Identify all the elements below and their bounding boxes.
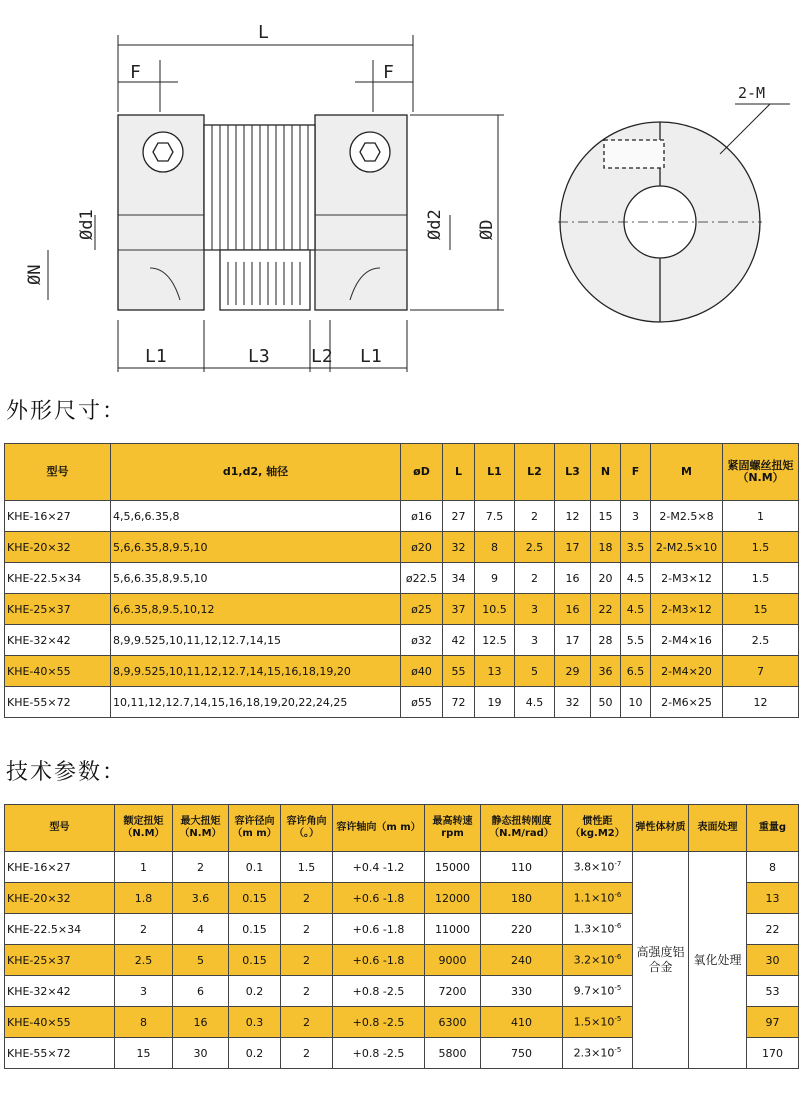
cell-model: KHE-20×32 — [5, 883, 115, 914]
dim-label-l: L — [258, 22, 269, 43]
header-n: N — [591, 444, 621, 501]
cell-model: KHE-55×72 — [5, 1038, 115, 1069]
tech-header-axial: 容许轴向（m m） — [333, 805, 425, 852]
coupling-technical-drawing — [0, 0, 800, 380]
cell-radial: 0.2 — [229, 976, 281, 1007]
cell-radial: 0.2 — [229, 1038, 281, 1069]
tech-header-angular: 容许角向（。） — [281, 805, 333, 852]
cell-angular: 2 — [281, 914, 333, 945]
dim-label-f-left: F — [130, 62, 141, 83]
cell-l2: 2 — [515, 563, 555, 594]
cell-f: 4.5 — [621, 563, 651, 594]
cell-l1: 13 — [475, 656, 515, 687]
dimensions-header-row — [5, 444, 799, 501]
cell-weight: 53 — [747, 976, 799, 1007]
cell-max: 2 — [173, 852, 229, 883]
dim-label-f-right: F — [383, 62, 394, 83]
cell-axial: +0.8 -2.5 — [333, 976, 425, 1007]
cell-n: 22 — [591, 594, 621, 625]
cell-stiffness: 750 — [481, 1038, 563, 1069]
cell-rated: 3 — [115, 976, 173, 1007]
cell-l1: 7.5 — [475, 501, 515, 532]
cell-screw-torque: 7 — [723, 656, 799, 687]
cell-f: 3.5 — [621, 532, 651, 563]
cell-angular: 1.5 — [281, 852, 333, 883]
header-f: F — [621, 444, 651, 501]
cell-od: ø20 — [401, 532, 443, 563]
header-od: øD — [401, 444, 443, 501]
cell-m: 2-M4×20 — [651, 656, 723, 687]
cell-inertia — [563, 852, 633, 883]
cell-l3: 17 — [555, 532, 591, 563]
cell-od: ø25 — [401, 594, 443, 625]
cell-shaft-diameters: 8,9,9.525,10,11,12,12.7,14,15,16,18,19,20 — [111, 656, 401, 687]
technical-table — [4, 804, 799, 1069]
cell-l: 37 — [443, 594, 475, 625]
header-l1: L1 — [475, 444, 515, 501]
cell-l1: 10.5 — [475, 594, 515, 625]
cell-n: 50 — [591, 687, 621, 718]
cell-angular: 2 — [281, 945, 333, 976]
cell-f: 3 — [621, 501, 651, 532]
cell-od: ø32 — [401, 625, 443, 656]
cell-l2: 2 — [515, 501, 555, 532]
cell-od: ø55 — [401, 687, 443, 718]
cell-radial: 0.15 — [229, 883, 281, 914]
cell-n: 20 — [591, 563, 621, 594]
cell-model: KHE-16×27 — [5, 852, 115, 883]
cell-model: KHE-22.5×34 — [5, 563, 111, 594]
tech-header-surface: 表面处理 — [689, 805, 747, 852]
header-l3: L3 — [555, 444, 591, 501]
cell-model: KHE-40×55 — [5, 656, 111, 687]
cell-radial: 0.15 — [229, 945, 281, 976]
cell-max: 6 — [173, 976, 229, 1007]
cell-speed: 12000 — [425, 883, 481, 914]
section-title-dimensions: 外形尺寸： — [6, 399, 127, 424]
cell-rated: 1.8 — [115, 883, 173, 914]
header-shaft-diameter: d1,d2, 轴径 — [111, 444, 401, 501]
cell-od: ø16 — [401, 501, 443, 532]
inertia-base: 1.1×10 — [573, 891, 615, 905]
table-row — [5, 656, 799, 687]
cell-angular: 2 — [281, 1038, 333, 1069]
cell-weight: 97 — [747, 1007, 799, 1038]
cell-axial: +0.8 -2.5 — [333, 1007, 425, 1038]
cell-stiffness: 330 — [481, 976, 563, 1007]
cell-l: 55 — [443, 656, 475, 687]
dim-label-l1-right: L1 — [360, 346, 382, 367]
dim-label-l1-left: L1 — [145, 346, 167, 367]
cell-f: 6.5 — [621, 656, 651, 687]
cell-l3: 16 — [555, 563, 591, 594]
cell-l: 34 — [443, 563, 475, 594]
tech-header-max-torque: 最大扭矩（N.M） — [173, 805, 229, 852]
cell-rated: 2.5 — [115, 945, 173, 976]
cell-rated: 2 — [115, 914, 173, 945]
cell-model: KHE-55×72 — [5, 687, 111, 718]
cell-model: KHE-32×42 — [5, 976, 115, 1007]
cell-axial: +0.6 -1.8 — [333, 914, 425, 945]
table-row — [5, 852, 799, 883]
cell-l3: 12 — [555, 501, 591, 532]
coupling-end-view — [558, 104, 790, 322]
table-row — [5, 532, 799, 563]
cell-radial: 0.3 — [229, 1007, 281, 1038]
cell-stiffness: 110 — [481, 852, 563, 883]
cell-radial: 0.15 — [229, 914, 281, 945]
cell-weight: 13 — [747, 883, 799, 914]
cell-l3: 17 — [555, 625, 591, 656]
cell-axial: +0.6 -1.8 — [333, 883, 425, 914]
inertia-base: 1.3×10 — [573, 922, 615, 936]
cell-l2: 4.5 — [515, 687, 555, 718]
header-l: L — [443, 444, 475, 501]
cell-max: 5 — [173, 945, 229, 976]
tech-header-model: 型号 — [5, 805, 115, 852]
cell-m: 2-M2.5×10 — [651, 532, 723, 563]
inertia-base: 2.3×10 — [573, 1046, 615, 1060]
cell-l1: 8 — [475, 532, 515, 563]
table-row — [5, 625, 799, 656]
cell-shaft-diameters: 5,6,6.35,8,9.5,10 — [111, 563, 401, 594]
cell-l: 27 — [443, 501, 475, 532]
technical-header-row — [5, 805, 799, 852]
inertia-exponent: -6 — [614, 891, 622, 900]
cell-inertia — [563, 945, 633, 976]
cell-n: 15 — [591, 501, 621, 532]
dim-label-n: ØN — [25, 264, 45, 285]
cell-l: 32 — [443, 532, 475, 563]
cell-screw-torque: 1.5 — [723, 532, 799, 563]
cell-weight: 8 — [747, 852, 799, 883]
inertia-exponent: -6 — [614, 953, 622, 962]
cell-shaft-diameters: 10,11,12,12.7,14,15,16,18,19,20,22,24,25 — [111, 687, 401, 718]
cell-angular: 2 — [281, 976, 333, 1007]
cell-model: KHE-32×42 — [5, 625, 111, 656]
inertia-exponent: -5 — [614, 1046, 622, 1055]
cell-od: ø22.5 — [401, 563, 443, 594]
dim-label-l3: L3 — [248, 346, 270, 367]
cell-l2: 2.5 — [515, 532, 555, 563]
cell-shaft-diameters: 6,6.35,8,9.5,10,12 — [111, 594, 401, 625]
cell-shaft-diameters: 4,5,6,6.35,8 — [111, 501, 401, 532]
cell-radial: 0.1 — [229, 852, 281, 883]
cell-angular: 2 — [281, 1007, 333, 1038]
header-screw-torque: 紧固螺丝扭矩（N.M） — [723, 444, 799, 501]
cell-screw-torque: 15 — [723, 594, 799, 625]
cell-angular: 2 — [281, 883, 333, 914]
cell-rated: 8 — [115, 1007, 173, 1038]
cell-speed: 7200 — [425, 976, 481, 1007]
cell-m: 2-M4×16 — [651, 625, 723, 656]
cell-screw-torque: 12 — [723, 687, 799, 718]
dim-label-d2: Ød2 — [425, 209, 445, 240]
cell-inertia — [563, 976, 633, 1007]
table-row — [5, 563, 799, 594]
cell-shaft-diameters: 5,6,6.35,8,9.5,10 — [111, 532, 401, 563]
table-row — [5, 501, 799, 532]
cell-rated: 1 — [115, 852, 173, 883]
cell-speed: 15000 — [425, 852, 481, 883]
inertia-exponent: -6 — [614, 922, 622, 931]
cell-weight: 170 — [747, 1038, 799, 1069]
tech-header-rated-torque: 额定扭矩（N.M） — [115, 805, 173, 852]
tech-header-radial: 容许径向（m m） — [229, 805, 281, 852]
cell-rated: 15 — [115, 1038, 173, 1069]
cell-m: 2-M6×25 — [651, 687, 723, 718]
cell-stiffness: 180 — [481, 883, 563, 914]
dim-label-od: ØD — [477, 219, 497, 240]
cell-inertia — [563, 914, 633, 945]
cell-m: 2-M2.5×8 — [651, 501, 723, 532]
cell-l1: 12.5 — [475, 625, 515, 656]
inertia-exponent: -5 — [614, 984, 622, 993]
tech-header-max-speed: 最高转速 rpm — [425, 805, 481, 852]
cell-material: 高强度铝合金 — [633, 852, 689, 1069]
cell-n: 36 — [591, 656, 621, 687]
cell-l: 72 — [443, 687, 475, 718]
cell-max: 30 — [173, 1038, 229, 1069]
cell-max: 4 — [173, 914, 229, 945]
cell-model: KHE-22.5×34 — [5, 914, 115, 945]
cell-od: ø40 — [401, 656, 443, 687]
screw-label: 2-M — [738, 84, 766, 102]
section-title-technical: 技术参数： — [6, 760, 127, 785]
cell-speed: 5800 — [425, 1038, 481, 1069]
cell-weight: 22 — [747, 914, 799, 945]
cell-speed: 9000 — [425, 945, 481, 976]
cell-m: 2-M3×12 — [651, 594, 723, 625]
inertia-exponent: -7 — [614, 860, 622, 869]
tech-header-material: 弹性体材质 — [633, 805, 689, 852]
cell-model: KHE-16×27 — [5, 501, 111, 532]
cell-max: 3.6 — [173, 883, 229, 914]
cell-surface: 氧化处理 — [689, 852, 747, 1069]
cell-axial: +0.4 -1.2 — [333, 852, 425, 883]
cell-l1: 9 — [475, 563, 515, 594]
cell-model: KHE-20×32 — [5, 532, 111, 563]
tech-header-stiffness: 静态扭转刚度（N.M/rad） — [481, 805, 563, 852]
cell-l1: 19 — [475, 687, 515, 718]
inertia-exponent: -5 — [614, 1015, 622, 1024]
cell-f: 5.5 — [621, 625, 651, 656]
table-row — [5, 594, 799, 625]
cell-l2: 3 — [515, 625, 555, 656]
cell-screw-torque: 1 — [723, 501, 799, 532]
inertia-base: 9.7×10 — [573, 984, 615, 998]
cell-f: 10 — [621, 687, 651, 718]
cell-l3: 29 — [555, 656, 591, 687]
cell-model: KHE-40×55 — [5, 1007, 115, 1038]
cell-stiffness: 410 — [481, 1007, 563, 1038]
cell-stiffness: 240 — [481, 945, 563, 976]
dimensions-table — [4, 443, 799, 718]
cell-model: KHE-25×37 — [5, 945, 115, 976]
inertia-base: 1.5×10 — [573, 1015, 615, 1029]
inertia-base: 3.2×10 — [573, 953, 615, 967]
cell-screw-torque: 1.5 — [723, 563, 799, 594]
cell-n: 28 — [591, 625, 621, 656]
table-row — [5, 687, 799, 718]
cell-l2: 3 — [515, 594, 555, 625]
cell-m: 2-M3×12 — [651, 563, 723, 594]
cell-screw-torque: 2.5 — [723, 625, 799, 656]
cell-stiffness: 220 — [481, 914, 563, 945]
header-m: M — [651, 444, 723, 501]
cell-inertia — [563, 883, 633, 914]
cell-speed: 11000 — [425, 914, 481, 945]
cell-l: 42 — [443, 625, 475, 656]
cell-axial: +0.6 -1.8 — [333, 945, 425, 976]
header-l2: L2 — [515, 444, 555, 501]
dim-label-d1: Ød1 — [77, 209, 97, 240]
cell-l3: 32 — [555, 687, 591, 718]
cell-model: KHE-25×37 — [5, 594, 111, 625]
cell-max: 16 — [173, 1007, 229, 1038]
cell-inertia — [563, 1007, 633, 1038]
cell-n: 18 — [591, 532, 621, 563]
cell-inertia — [563, 1038, 633, 1069]
inertia-base: 3.8×10 — [573, 860, 615, 874]
dim-label-l2: L2 — [311, 346, 333, 367]
tech-header-weight: 重量g — [747, 805, 799, 852]
cell-weight: 30 — [747, 945, 799, 976]
tech-header-inertia: 惯性距（kg.M2） — [563, 805, 633, 852]
header-model: 型号 — [5, 444, 111, 501]
cell-l2: 5 — [515, 656, 555, 687]
cell-l3: 16 — [555, 594, 591, 625]
cell-f: 4.5 — [621, 594, 651, 625]
cell-shaft-diameters: 8,9,9.525,10,11,12,12.7,14,15 — [111, 625, 401, 656]
cell-speed: 6300 — [425, 1007, 481, 1038]
cell-axial: +0.8 -2.5 — [333, 1038, 425, 1069]
